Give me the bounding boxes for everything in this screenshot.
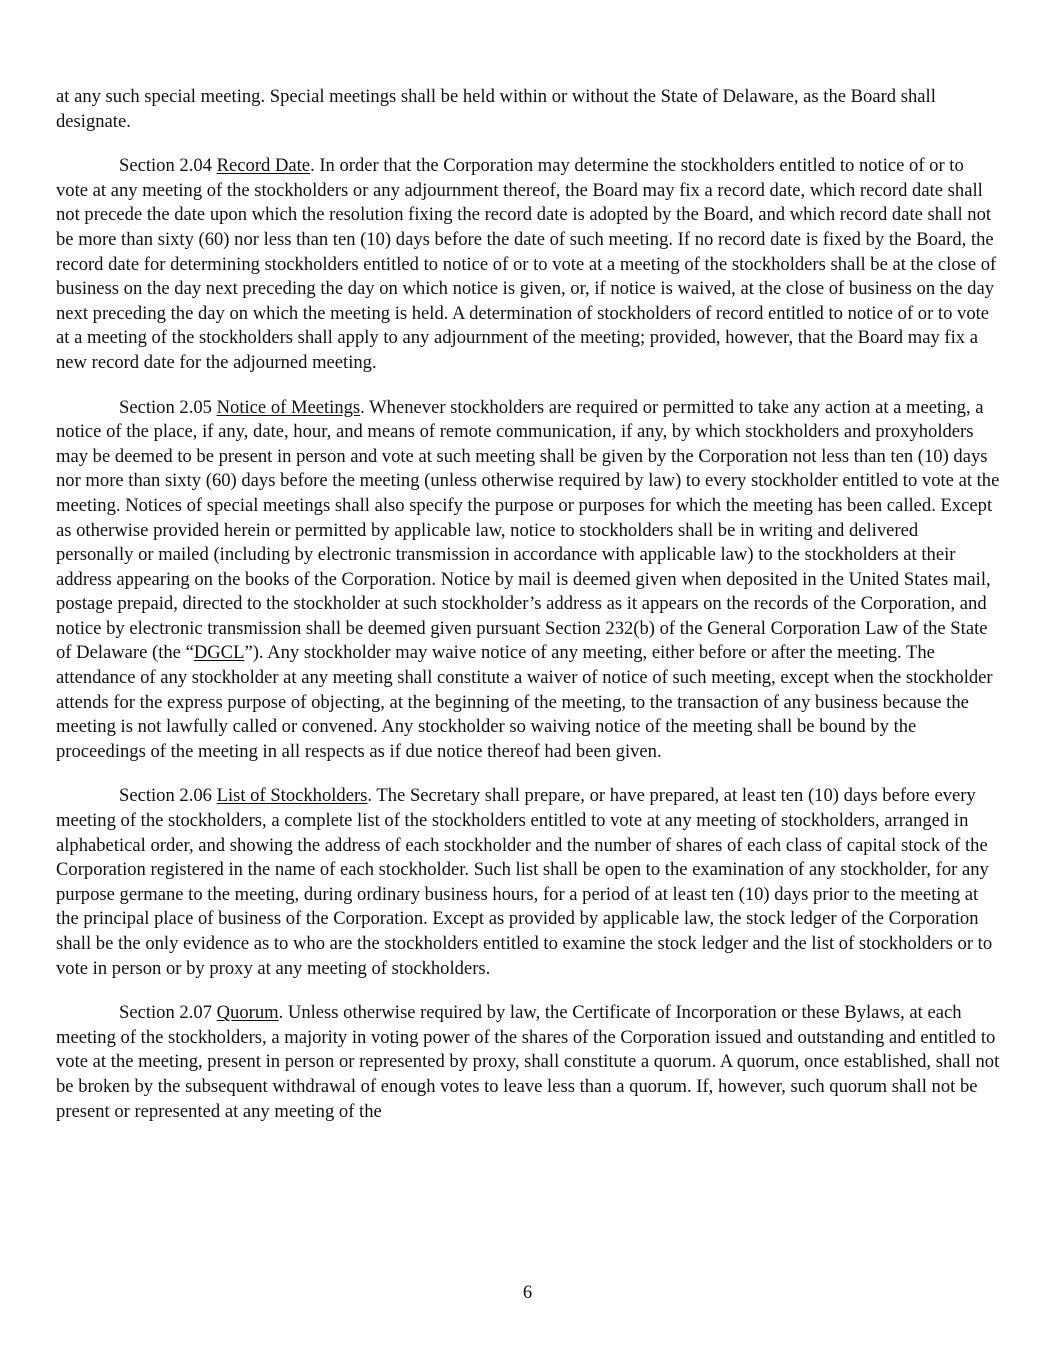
page-body <box>56 85 1000 1144</box>
section-number: Section 2.06 <box>119 785 217 807</box>
section-body-continued: ”). Any stockholder may waive notice of any meeting, either before or after the meeting. The attendance of any stockholder at any meeting shall constitute a waiver of notice of such meeting, except when the stockholder attends for the express purpose of objecting, at the beginning of the meeting, to the transaction of any business because the meeting is not lawfully called or convened. Any stockholder so waiving notice of the meeting shall be bound by the proceedings of the meeting in all respects as if due notice thereof had been given. <box>56 642 993 762</box>
section-body: . Unless otherwise required by law, the Certificate of Incorporation or these Bylaws, at each meeting of the stockholders, a majority in voting power of the shares of the Corporation issued and outstanding and entitled to vote at the meeting, present in person or represented by proxy, shall constitute a quorum. A quorum, once established, shall not be broken by the subsequent withdrawal of enough votes to leave less than a quorum. If, however, such quorum shall not be present or represented at any meeting of the <box>56 1002 1000 1122</box>
section-number: Section 2.05 <box>119 396 217 418</box>
section-2-05-paragraph <box>56 396 1000 765</box>
paragraph-continuation <box>56 85 1000 134</box>
section-body: . Whenever stockholders are required or permitted to take any action at a meeting, a notice of the place, if any, date, hour, and means of remote communication, if any, by which stockholders and proxyholders may be deemed to be present in person and vote at such meeting shall be given by the Corporation not less than ten (10) days nor more than sixty (60) days before the meeting (unless otherwise required by law) to every stockholder entitled to vote at the meeting. Notices of special meetings shall also specify the purpose or purposes for which the meeting has been called. Except as otherwise provided herein or permitted by applicable law, notice to stockholders shall be in writing and delivered personally or mailed (including by electronic transmission in accordance with applicable law) to the stockholders at their address appearing on the books of the Corporation. Notice by mail is deemed given when deposited in the United States mail, postage prepaid, directed to the stockholder at such stockholder’s address as it appears on the records of the Corporation, and notice by electronic transmission shall be deemed given pursuant Section 232(b) of the General Corporation Law of the State of Delaware (the “ <box>56 396 1000 664</box>
paragraph-text: at any such special meeting. Special meetings shall be held within or without the State of Delaware, as the Board shall designate. <box>56 86 936 132</box>
section-2-04-paragraph <box>56 154 1000 375</box>
section-heading-record-date: Record Date <box>216 155 311 177</box>
section-heading-list-of-stockholders: List of Stockholders <box>216 785 368 807</box>
section-2-07-paragraph <box>56 1001 1000 1124</box>
section-body: . The Secretary shall prepare, or have prepared, at least ten (10) days before every meeting of the stockholders, a complete list of the stockholders entitled to vote at any meeting of stockholders, arranged in alphabetical order, and showing the address of each stockholder and the number of shares of each class of capital stock of the Corporation registered in the name of each stockholder. Such list shall be open to the examination of any stockholder, for any purpose germane to the meeting, during ordinary business hours, for a period of at least ten (10) days prior to the meeting at the principal place of business of the Corporation. Except as provided by applicable law, the stock ledger of the Corporation shall be the only evidence as to who are the stockholders entitled to examine the stock ledger and the list of stockholders or to vote in person or by proxy at any meeting of stockholders. <box>56 785 993 979</box>
section-2-06-paragraph <box>56 784 1000 981</box>
section-heading-quorum: Quorum <box>216 1002 279 1024</box>
section-heading-notice-of-meetings: Notice of Meetings <box>216 396 361 418</box>
section-number: Section 2.04 <box>119 155 217 177</box>
section-number: Section 2.07 <box>119 1002 217 1024</box>
section-body: . In order that the Corporation may determine the stockholders entitled to notice of or to vote at any meeting of the stockholders or any adjournment thereof, the Board may fix a record date, which record date shall not precede the date upon which the resolution fixing the record date is adopted by the Board, and which record date shall not be more than sixty (60) nor less than ten (10) days before the date of such meeting. If no record date is fixed by the Board, the record date for determining stockholders entitled to notice of or to vote at a meeting of the stockholders shall be at the close of business on the day next preceding the day on which notice is given, or, if notice is waived, at the close of business on the day next preceding the day on which the meeting is held. A determination of stockholders of record entitled to notice of or to vote at a meeting of the stockholders shall apply to any adjournment of the meeting; provided, however, that the Board may fix a new record date for the adjourned meeting. <box>56 155 997 373</box>
page-number: 6 <box>522 1282 533 1303</box>
defined-term-dgcl: DGCL <box>193 642 245 664</box>
